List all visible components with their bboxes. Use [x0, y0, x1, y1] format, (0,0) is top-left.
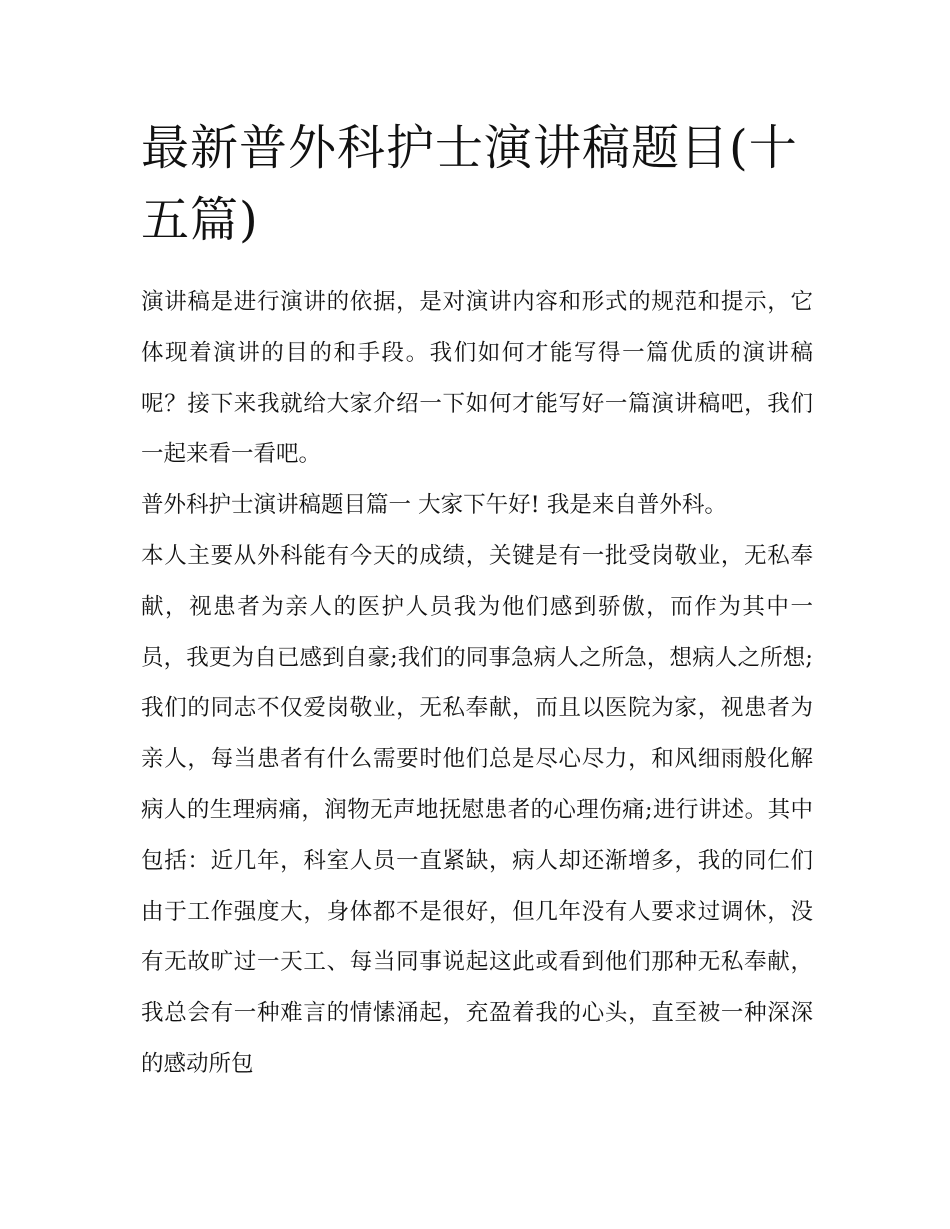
- document-title: 最新普外科护士演讲稿题目(十五篇): [141, 120, 798, 248]
- section-heading-paragraph: 普外科护士演讲稿题目篇一 大家下午好! 我是来自普外科。: [141, 492, 727, 519]
- body-paragraph: 本人主要从外科能有今天的成绩，关键是有一批受岗敬业，无私奉献，视患者为亲人的医护人员我为他们感到骄傲，而作为其中一员，我更为自已感到自豪;我们的同事急病人之所急，想病人之所想;我们的同志不仅爱岗敬业，无私奉献，而且以医院为家，视患者为亲人，每当患者有什么需要时他们总是尽心尽力，和风细雨般化解病人的生理病痛，润物无声地抚慰患者的心理伤痛;进行讲述。其中包括：近几年，科室人员一直紧缺，病人却还渐增多，我的同仁们由于工作强度大，身体都不是很好，但几年没有人要求过调休，没有无故旷过一天工、每当同事说起这此或看到他们那种无私奉献，我总会有一种难言的情愫涌起，充盈着我的心头，直至被一种深深的感动所包: [141, 542, 813, 1077]
- intro-paragraph: 演讲稿是进行演讲的依据，是对演讲内容和形式的规范和提示，它体现着演讲的目的和手段。我们如何才能写得一篇优质的演讲稿呢？接下来我就给大家介绍一下如何才能写好一篇演讲稿吧，我们一起来看一看吧。: [141, 289, 813, 468]
- document-page: [141, 112, 813, 1090]
